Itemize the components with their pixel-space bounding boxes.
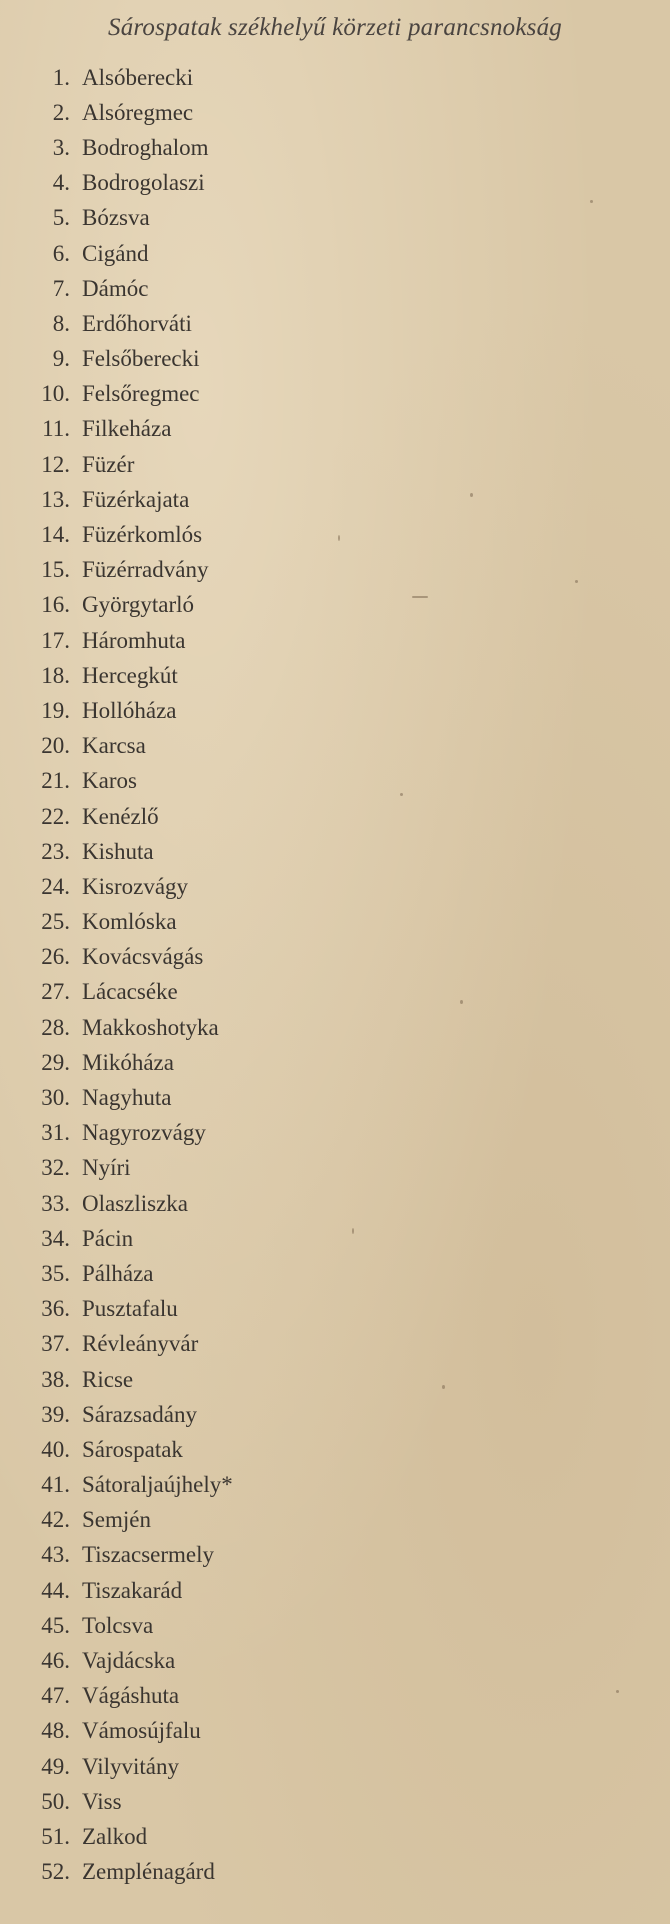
settlement-list: [0, 60, 670, 1890]
paper-speck: [338, 535, 340, 541]
list-item: [0, 553, 670, 588]
list-item: [0, 377, 670, 412]
list-item: [0, 905, 670, 940]
item-name: Vilyvitány: [82, 1753, 179, 1779]
item-number: 2.: [52, 99, 70, 125]
list-item: [0, 236, 670, 271]
list-item: [0, 940, 670, 975]
list-item: [0, 1819, 670, 1854]
list-item: [0, 1468, 670, 1503]
list-item: [0, 412, 670, 447]
paper-speck: [352, 1228, 354, 1234]
list-item: [0, 60, 670, 95]
item-name: Zalkod: [82, 1823, 148, 1849]
item-number: 50.: [41, 1788, 70, 1814]
list-item: [0, 1327, 670, 1362]
item-number: 14.: [41, 522, 70, 548]
list-item: [0, 975, 670, 1010]
item-name: Zemplénagárd: [82, 1859, 215, 1885]
list-item: [0, 1714, 670, 1749]
list-item: [0, 1573, 670, 1608]
item-number: 4.: [52, 170, 70, 196]
item-number: 31.: [41, 1120, 70, 1146]
item-number: 48.: [41, 1718, 70, 1744]
item-number: 6.: [52, 240, 70, 266]
paper-speck: [590, 200, 593, 203]
paper-speck: [616, 1690, 619, 1693]
item-name: Vágáshuta: [82, 1683, 180, 1709]
item-number: 5.: [52, 205, 70, 231]
item-name: Dámóc: [82, 275, 149, 301]
item-name: Bózsva: [82, 205, 150, 231]
item-number: 52.: [41, 1859, 70, 1885]
item-number: 41.: [41, 1472, 70, 1498]
item-number: 32.: [41, 1155, 70, 1181]
item-name: Füzérkajata: [82, 486, 190, 512]
item-number: 43.: [41, 1542, 70, 1568]
item-name: Karcsa: [82, 733, 146, 759]
item-name: Kishuta: [82, 838, 154, 864]
item-number: 47.: [41, 1683, 70, 1709]
item-number: 42.: [41, 1507, 70, 1533]
list-item: [0, 799, 670, 834]
list-item: [0, 1749, 670, 1784]
item-number: 13.: [41, 486, 70, 512]
item-name: Tiszakarád: [82, 1577, 183, 1603]
item-name: Erdőhorváti: [82, 310, 192, 336]
list-item: [0, 764, 670, 799]
item-name: Füzér: [82, 451, 135, 477]
item-name: Sárazsadány: [82, 1401, 197, 1427]
list-item: [0, 1045, 670, 1080]
item-name: Semjén: [82, 1507, 151, 1533]
list-item: [0, 834, 670, 869]
list-item: [0, 447, 670, 482]
item-number: 15.: [41, 557, 70, 583]
item-number: 19.: [41, 697, 70, 723]
item-number: 28.: [41, 1014, 70, 1040]
item-name: Filkeháza: [82, 416, 172, 442]
item-name: Mikóháza: [82, 1049, 174, 1075]
list-item: [0, 658, 670, 693]
item-number: 25.: [41, 909, 70, 935]
item-number: 39.: [41, 1401, 70, 1427]
paper-speck: [400, 793, 403, 796]
item-name: Makkoshotyka: [82, 1014, 219, 1040]
item-number: 18.: [41, 662, 70, 688]
item-name: Györgytarló: [82, 592, 195, 618]
list-item: [0, 201, 670, 236]
item-number: 7.: [52, 275, 70, 301]
item-number: 33.: [41, 1190, 70, 1216]
item-name: Füzérradvány: [82, 557, 209, 583]
item-number: 23.: [41, 838, 70, 864]
list-item: [0, 693, 670, 728]
list-item: [0, 1643, 670, 1678]
item-name: Cigánd: [82, 240, 149, 266]
item-name: Nyíri: [82, 1155, 131, 1181]
item-name: Vámosújfalu: [82, 1718, 201, 1744]
item-name: Nagyrozvágy: [82, 1120, 206, 1146]
paper-speck: [470, 493, 473, 497]
item-name: Bodrogolaszi: [82, 170, 205, 196]
item-name: Felsőregmec: [82, 381, 200, 407]
paper-speck: [442, 1385, 445, 1389]
item-number: 8.: [52, 310, 70, 336]
list-item: [0, 1151, 670, 1186]
list-item: [0, 166, 670, 201]
item-name: Pálháza: [82, 1260, 154, 1286]
list-item: [0, 95, 670, 130]
list-item: [0, 1080, 670, 1115]
item-number: 46.: [41, 1648, 70, 1674]
list-item: [0, 482, 670, 517]
item-name: Háromhuta: [82, 627, 186, 653]
item-name: Karos: [82, 768, 137, 794]
item-name: Nagyhuta: [82, 1085, 172, 1111]
item-number: 36.: [41, 1296, 70, 1322]
paper-speck: [575, 580, 578, 583]
item-number: 40.: [41, 1436, 70, 1462]
item-number: 10.: [41, 381, 70, 407]
list-item: [0, 729, 670, 764]
item-number: 21.: [41, 768, 70, 794]
item-number: 51.: [41, 1823, 70, 1849]
item-number: 16.: [41, 592, 70, 618]
item-name: Révleányvár: [82, 1331, 199, 1357]
item-name: Sárospatak: [82, 1436, 183, 1462]
item-name: Hollóháza: [82, 697, 177, 723]
list-item: [0, 623, 670, 658]
item-number: 38.: [41, 1366, 70, 1392]
item-number: 27.: [41, 979, 70, 1005]
item-number: 11.: [42, 416, 70, 442]
item-number: 22.: [41, 803, 70, 829]
item-name: Hercegkút: [82, 662, 178, 688]
item-name: Viss: [82, 1788, 122, 1814]
item-name: Ricse: [82, 1366, 134, 1392]
paper-speck: [460, 1000, 463, 1004]
item-name: Füzérkomlós: [82, 522, 203, 548]
list-item: [0, 342, 670, 377]
item-number: 45.: [41, 1612, 70, 1638]
list-item: [0, 1186, 670, 1221]
list-item: [0, 1116, 670, 1151]
item-number: 1.: [52, 64, 70, 90]
item-name: Pácin: [82, 1225, 134, 1251]
item-name: Alsóberecki: [82, 64, 194, 90]
list-item: [0, 1608, 670, 1643]
item-number: 24.: [41, 873, 70, 899]
list-item: [0, 306, 670, 341]
list-item: [0, 1784, 670, 1819]
item-number: 17.: [41, 627, 70, 653]
item-name: Tolcsva: [82, 1612, 154, 1638]
item-name: Sátoraljaújhely*: [82, 1472, 233, 1498]
page-heading: Sárospatak székhelyű körzeti parancsnokság: [108, 14, 562, 41]
list-item: [0, 588, 670, 623]
item-number: 49.: [41, 1753, 70, 1779]
list-item: [0, 517, 670, 552]
list-item: [0, 1292, 670, 1327]
item-number: 3.: [52, 134, 70, 160]
item-number: 20.: [41, 733, 70, 759]
item-number: 12.: [41, 451, 70, 477]
list-item: [0, 1010, 670, 1045]
item-name: Tiszacsermely: [82, 1542, 215, 1568]
item-name: Lácacséke: [82, 979, 178, 1005]
list-item: [0, 1503, 670, 1538]
list-item: [0, 1855, 670, 1890]
item-name: Olaszliszka: [82, 1190, 189, 1216]
item-name: Felsőberecki: [82, 346, 200, 372]
item-name: Kisrozvágy: [82, 873, 189, 899]
item-name: Kovácsvágás: [82, 944, 204, 970]
item-name: Alsóregmec: [82, 99, 194, 125]
item-number: 35.: [41, 1260, 70, 1286]
item-number: 9.: [52, 346, 70, 372]
list-item: [0, 1397, 670, 1432]
item-name: Bodroghalom: [82, 134, 209, 160]
item-name: Vajdácska: [82, 1648, 176, 1674]
list-item: [0, 1679, 670, 1714]
list-item: [0, 1538, 670, 1573]
item-name: Kenézlő: [82, 803, 159, 829]
item-number: 44.: [41, 1577, 70, 1603]
item-number: 30.: [41, 1085, 70, 1111]
list-item: [0, 271, 670, 306]
list-item: [0, 1432, 670, 1467]
item-number: 34.: [41, 1225, 70, 1251]
list-item: [0, 1221, 670, 1256]
list-item: [0, 1362, 670, 1397]
list-item: [0, 1256, 670, 1291]
item-number: 26.: [41, 944, 70, 970]
item-number: 37.: [41, 1331, 70, 1357]
list-item: [0, 130, 670, 165]
paper-speck: [412, 596, 428, 598]
item-number: 29.: [41, 1049, 70, 1075]
item-name: Pusztafalu: [82, 1296, 178, 1322]
item-name: Komlóska: [82, 909, 177, 935]
list-item: [0, 869, 670, 904]
